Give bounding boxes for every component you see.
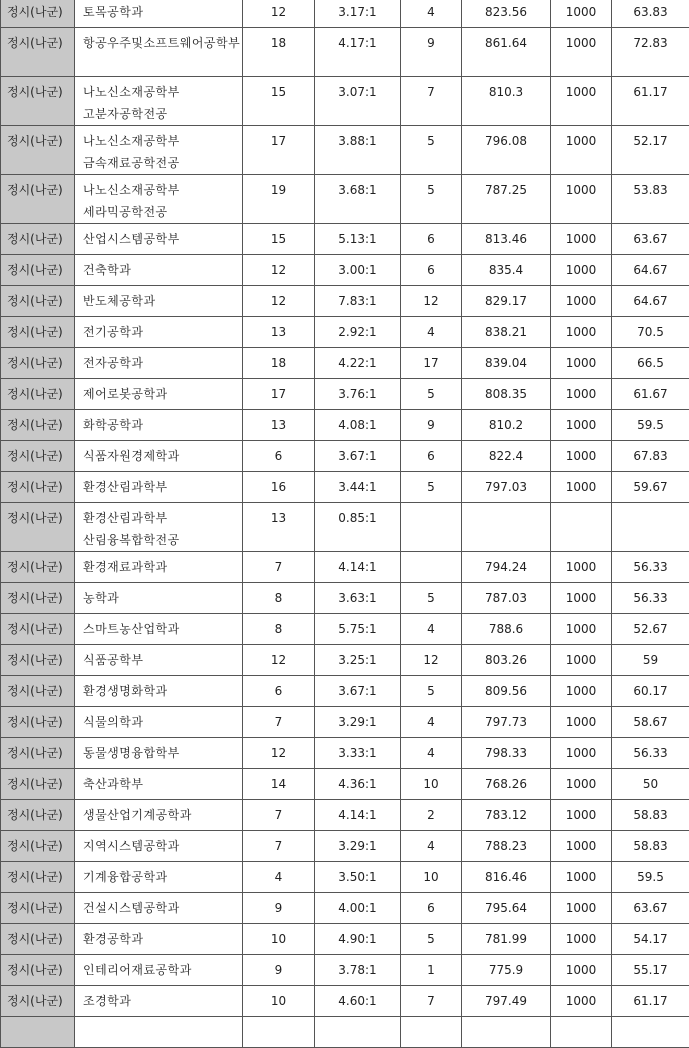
table-row	[1, 379, 689, 410]
table-row	[1, 1017, 689, 1048]
percentile-cell: 59.5	[612, 410, 689, 441]
competition-rate-cell	[315, 1017, 401, 1048]
quota-cell: 9	[243, 955, 315, 986]
category-cell: 정시(나군)	[1, 126, 75, 175]
waitlist-cell: 4	[401, 614, 462, 645]
department-cell: 조경학과	[75, 986, 243, 1017]
score-cell: 839.04	[462, 348, 551, 379]
table-row	[1, 893, 689, 924]
competition-rate-cell: 5.13:1	[315, 224, 401, 255]
waitlist-cell: 9	[401, 28, 462, 77]
admissions-table-body	[1, 0, 689, 1048]
waitlist-cell	[401, 1017, 462, 1048]
category-cell: 정시(나군)	[1, 348, 75, 379]
category-cell: 정시(나군)	[1, 28, 75, 77]
percentile-cell: 63.67	[612, 224, 689, 255]
waitlist-cell: 5	[401, 583, 462, 614]
score-cell: 788.6	[462, 614, 551, 645]
quota-cell: 13	[243, 503, 315, 552]
table-row	[1, 77, 689, 126]
quota-cell: 18	[243, 28, 315, 77]
full-score-cell: 1000	[551, 441, 612, 472]
competition-rate-cell: 3.63:1	[315, 583, 401, 614]
department-cell: 인테리어재료공학과	[75, 955, 243, 986]
table-row	[1, 800, 689, 831]
quota-cell: 10	[243, 986, 315, 1017]
quota-cell: 18	[243, 348, 315, 379]
waitlist-cell: 5	[401, 676, 462, 707]
competition-rate-cell: 4.22:1	[315, 348, 401, 379]
department-cell: 제어로봇공학과	[75, 379, 243, 410]
quota-cell: 9	[243, 893, 315, 924]
category-cell: 정시(나군)	[1, 862, 75, 893]
waitlist-cell: 5	[401, 126, 462, 175]
full-score-cell: 1000	[551, 255, 612, 286]
quota-cell: 16	[243, 472, 315, 503]
full-score-cell: 1000	[551, 379, 612, 410]
score-cell: 795.64	[462, 893, 551, 924]
table-row	[1, 441, 689, 472]
percentile-cell	[612, 503, 689, 552]
quota-cell: 17	[243, 379, 315, 410]
score-cell: 781.99	[462, 924, 551, 955]
category-cell: 정시(나군)	[1, 0, 75, 28]
table-row	[1, 986, 689, 1017]
category-cell: 정시(나군)	[1, 583, 75, 614]
score-cell: 808.35	[462, 379, 551, 410]
quota-cell: 15	[243, 77, 315, 126]
waitlist-cell: 6	[401, 441, 462, 472]
department-cell: 기계융합공학과	[75, 862, 243, 893]
quota-cell: 7	[243, 831, 315, 862]
competition-rate-cell: 3.50:1	[315, 862, 401, 893]
percentile-cell: 53.83	[612, 175, 689, 224]
competition-rate-cell: 3.44:1	[315, 472, 401, 503]
score-cell: 797.03	[462, 472, 551, 503]
score-cell: 810.3	[462, 77, 551, 126]
waitlist-cell: 9	[401, 410, 462, 441]
full-score-cell: 1000	[551, 552, 612, 583]
waitlist-cell: 4	[401, 0, 462, 28]
full-score-cell: 1000	[551, 472, 612, 503]
waitlist-cell: 6	[401, 224, 462, 255]
category-cell: 정시(나군)	[1, 317, 75, 348]
score-cell: 829.17	[462, 286, 551, 317]
score-cell: 796.08	[462, 126, 551, 175]
department-cell: 건설시스템공학과	[75, 893, 243, 924]
waitlist-cell: 5	[401, 379, 462, 410]
department-cell: 생물산업기계공학과	[75, 800, 243, 831]
department-cell: 반도체공학과	[75, 286, 243, 317]
competition-rate-cell: 3.17:1	[315, 0, 401, 28]
department-cell: 화학공학과	[75, 410, 243, 441]
competition-rate-cell: 0.85:1	[315, 503, 401, 552]
competition-rate-cell: 2.92:1	[315, 317, 401, 348]
waitlist-cell: 7	[401, 986, 462, 1017]
full-score-cell	[551, 503, 612, 552]
category-cell: 정시(나군)	[1, 800, 75, 831]
category-cell: 정시(나군)	[1, 175, 75, 224]
quota-cell: 12	[243, 738, 315, 769]
department-cell: 동물생명융합학부	[75, 738, 243, 769]
category-cell: 정시(나군)	[1, 503, 75, 552]
score-cell: 787.25	[462, 175, 551, 224]
full-score-cell: 1000	[551, 614, 612, 645]
department-cell: 식품공학부	[75, 645, 243, 676]
quota-cell: 15	[243, 224, 315, 255]
waitlist-cell: 10	[401, 769, 462, 800]
score-cell: 861.64	[462, 28, 551, 77]
competition-rate-cell: 4.36:1	[315, 769, 401, 800]
category-cell: 정시(나군)	[1, 924, 75, 955]
table-row	[1, 348, 689, 379]
waitlist-cell: 5	[401, 924, 462, 955]
competition-rate-cell: 7.83:1	[315, 286, 401, 317]
full-score-cell: 1000	[551, 645, 612, 676]
percentile-cell: 59	[612, 645, 689, 676]
percentile-cell: 67.83	[612, 441, 689, 472]
category-cell: 정시(나군)	[1, 831, 75, 862]
full-score-cell: 1000	[551, 707, 612, 738]
full-score-cell: 1000	[551, 738, 612, 769]
percentile-cell: 55.17	[612, 955, 689, 986]
department-cell: 산업시스템공학부	[75, 224, 243, 255]
waitlist-cell: 4	[401, 738, 462, 769]
table-row	[1, 175, 689, 224]
category-cell: 정시(나군)	[1, 893, 75, 924]
waitlist-cell: 5	[401, 472, 462, 503]
competition-rate-cell: 3.25:1	[315, 645, 401, 676]
score-cell: 816.46	[462, 862, 551, 893]
department-cell: 나노신소재공학부 금속재료공학전공	[75, 126, 243, 175]
quota-cell: 6	[243, 676, 315, 707]
table-row	[1, 676, 689, 707]
category-cell: 정시(나군)	[1, 707, 75, 738]
waitlist-cell	[401, 552, 462, 583]
category-cell: 정시(나군)	[1, 472, 75, 503]
competition-rate-cell: 4.17:1	[315, 28, 401, 77]
full-score-cell: 1000	[551, 986, 612, 1017]
department-cell: 전기공학과	[75, 317, 243, 348]
quota-cell: 12	[243, 0, 315, 28]
category-cell: 정시(나군)	[1, 955, 75, 986]
full-score-cell: 1000	[551, 348, 612, 379]
full-score-cell: 1000	[551, 583, 612, 614]
department-cell: 토목공학과	[75, 0, 243, 28]
full-score-cell	[551, 1017, 612, 1048]
waitlist-cell: 6	[401, 893, 462, 924]
waitlist-cell: 10	[401, 862, 462, 893]
waitlist-cell: 1	[401, 955, 462, 986]
category-cell	[1, 1017, 75, 1048]
category-cell: 정시(나군)	[1, 769, 75, 800]
quota-cell: 13	[243, 410, 315, 441]
score-cell: 810.2	[462, 410, 551, 441]
percentile-cell: 64.67	[612, 255, 689, 286]
competition-rate-cell: 3.68:1	[315, 175, 401, 224]
percentile-cell: 56.33	[612, 552, 689, 583]
full-score-cell: 1000	[551, 175, 612, 224]
waitlist-cell: 7	[401, 77, 462, 126]
department-cell: 축산과학부	[75, 769, 243, 800]
department-cell: 환경재료과학과	[75, 552, 243, 583]
percentile-cell: 56.33	[612, 738, 689, 769]
competition-rate-cell: 4.08:1	[315, 410, 401, 441]
percentile-cell: 59.67	[612, 472, 689, 503]
table-row	[1, 0, 689, 28]
competition-rate-cell: 3.67:1	[315, 676, 401, 707]
department-cell: 환경산림과학부	[75, 472, 243, 503]
full-score-cell: 1000	[551, 955, 612, 986]
department-cell: 지역시스템공학과	[75, 831, 243, 862]
competition-rate-cell: 3.88:1	[315, 126, 401, 175]
category-cell: 정시(나군)	[1, 224, 75, 255]
department-cell: 식품자원경제학과	[75, 441, 243, 472]
waitlist-cell: 4	[401, 317, 462, 348]
score-cell: 809.56	[462, 676, 551, 707]
waitlist-cell: 4	[401, 707, 462, 738]
percentile-cell: 61.17	[612, 986, 689, 1017]
score-cell: 794.24	[462, 552, 551, 583]
percentile-cell: 56.33	[612, 583, 689, 614]
department-cell: 스마트농산업학과	[75, 614, 243, 645]
full-score-cell: 1000	[551, 224, 612, 255]
competition-rate-cell: 3.33:1	[315, 738, 401, 769]
full-score-cell: 1000	[551, 286, 612, 317]
full-score-cell: 1000	[551, 0, 612, 28]
table-row	[1, 862, 689, 893]
percentile-cell: 59.5	[612, 862, 689, 893]
percentile-cell	[612, 1017, 689, 1048]
table-row	[1, 645, 689, 676]
score-cell	[462, 503, 551, 552]
department-cell: 전자공학과	[75, 348, 243, 379]
category-cell: 정시(나군)	[1, 255, 75, 286]
quota-cell: 7	[243, 707, 315, 738]
category-cell: 정시(나군)	[1, 77, 75, 126]
percentile-cell: 64.67	[612, 286, 689, 317]
full-score-cell: 1000	[551, 769, 612, 800]
percentile-cell: 50	[612, 769, 689, 800]
quota-cell: 13	[243, 317, 315, 348]
table-row	[1, 769, 689, 800]
percentile-cell: 61.67	[612, 379, 689, 410]
category-cell: 정시(나군)	[1, 614, 75, 645]
competition-rate-cell: 3.29:1	[315, 831, 401, 862]
table-row	[1, 126, 689, 175]
percentile-cell: 58.83	[612, 831, 689, 862]
competition-rate-cell: 4.90:1	[315, 924, 401, 955]
category-cell: 정시(나군)	[1, 379, 75, 410]
department-cell: 항공우주및소프트웨어공학부	[75, 28, 243, 77]
score-cell	[462, 1017, 551, 1048]
category-cell: 정시(나군)	[1, 552, 75, 583]
table-row	[1, 955, 689, 986]
table-row	[1, 738, 689, 769]
department-cell: 환경생명화학과	[75, 676, 243, 707]
percentile-cell: 66.5	[612, 348, 689, 379]
category-cell: 정시(나군)	[1, 645, 75, 676]
category-cell: 정시(나군)	[1, 410, 75, 441]
percentile-cell: 54.17	[612, 924, 689, 955]
table-row	[1, 410, 689, 441]
quota-cell: 19	[243, 175, 315, 224]
department-cell: 환경공학과	[75, 924, 243, 955]
score-cell: 797.49	[462, 986, 551, 1017]
waitlist-cell: 5	[401, 175, 462, 224]
percentile-cell: 60.17	[612, 676, 689, 707]
full-score-cell: 1000	[551, 800, 612, 831]
category-cell: 정시(나군)	[1, 986, 75, 1017]
table-row	[1, 224, 689, 255]
quota-cell: 12	[243, 255, 315, 286]
quota-cell: 10	[243, 924, 315, 955]
waitlist-cell: 12	[401, 286, 462, 317]
full-score-cell: 1000	[551, 77, 612, 126]
table-row	[1, 552, 689, 583]
percentile-cell: 63.83	[612, 0, 689, 28]
score-cell: 813.46	[462, 224, 551, 255]
table-row	[1, 255, 689, 286]
score-cell: 835.4	[462, 255, 551, 286]
full-score-cell: 1000	[551, 317, 612, 348]
table-row	[1, 503, 689, 552]
quota-cell: 17	[243, 126, 315, 175]
score-cell: 838.21	[462, 317, 551, 348]
competition-rate-cell: 3.29:1	[315, 707, 401, 738]
waitlist-cell: 17	[401, 348, 462, 379]
waitlist-cell: 12	[401, 645, 462, 676]
table-row	[1, 286, 689, 317]
percentile-cell: 58.67	[612, 707, 689, 738]
quota-cell: 7	[243, 552, 315, 583]
department-cell: 환경산림과학부 산림융복합학전공	[75, 503, 243, 552]
full-score-cell: 1000	[551, 831, 612, 862]
full-score-cell: 1000	[551, 924, 612, 955]
table-row	[1, 924, 689, 955]
department-cell: 나노신소재공학부 고분자공학전공	[75, 77, 243, 126]
quota-cell: 12	[243, 286, 315, 317]
waitlist-cell	[401, 503, 462, 552]
score-cell: 768.26	[462, 769, 551, 800]
table-row	[1, 583, 689, 614]
competition-rate-cell: 3.78:1	[315, 955, 401, 986]
score-cell: 788.23	[462, 831, 551, 862]
competition-rate-cell: 3.67:1	[315, 441, 401, 472]
table-row	[1, 317, 689, 348]
quota-cell: 8	[243, 614, 315, 645]
department-cell: 나노신소재공학부 세라믹공학전공	[75, 175, 243, 224]
percentile-cell: 52.17	[612, 126, 689, 175]
category-cell: 정시(나군)	[1, 286, 75, 317]
full-score-cell: 1000	[551, 126, 612, 175]
table-row	[1, 831, 689, 862]
quota-cell: 7	[243, 800, 315, 831]
full-score-cell: 1000	[551, 28, 612, 77]
department-cell	[75, 1017, 243, 1048]
score-cell: 798.33	[462, 738, 551, 769]
score-cell: 783.12	[462, 800, 551, 831]
competition-rate-cell: 4.14:1	[315, 552, 401, 583]
quota-cell: 6	[243, 441, 315, 472]
department-cell: 농학과	[75, 583, 243, 614]
score-cell: 787.03	[462, 583, 551, 614]
percentile-cell: 61.17	[612, 77, 689, 126]
category-cell: 정시(나군)	[1, 676, 75, 707]
table-row	[1, 614, 689, 645]
category-cell: 정시(나군)	[1, 738, 75, 769]
competition-rate-cell: 5.75:1	[315, 614, 401, 645]
quota-cell	[243, 1017, 315, 1048]
table-row	[1, 28, 689, 77]
department-cell: 식물의학과	[75, 707, 243, 738]
competition-rate-cell: 4.14:1	[315, 800, 401, 831]
score-cell: 822.4	[462, 441, 551, 472]
quota-cell: 14	[243, 769, 315, 800]
percentile-cell: 52.67	[612, 614, 689, 645]
table-row	[1, 472, 689, 503]
quota-cell: 8	[243, 583, 315, 614]
percentile-cell: 58.83	[612, 800, 689, 831]
percentile-cell: 70.5	[612, 317, 689, 348]
full-score-cell: 1000	[551, 862, 612, 893]
competition-rate-cell: 4.00:1	[315, 893, 401, 924]
waitlist-cell: 6	[401, 255, 462, 286]
full-score-cell: 1000	[551, 410, 612, 441]
full-score-cell: 1000	[551, 893, 612, 924]
waitlist-cell: 2	[401, 800, 462, 831]
score-cell: 823.56	[462, 0, 551, 28]
quota-cell: 4	[243, 862, 315, 893]
score-cell: 803.26	[462, 645, 551, 676]
percentile-cell: 63.67	[612, 893, 689, 924]
competition-rate-cell: 3.76:1	[315, 379, 401, 410]
score-cell: 797.73	[462, 707, 551, 738]
category-cell: 정시(나군)	[1, 441, 75, 472]
competition-rate-cell: 4.60:1	[315, 986, 401, 1017]
waitlist-cell: 4	[401, 831, 462, 862]
competition-rate-cell: 3.00:1	[315, 255, 401, 286]
full-score-cell: 1000	[551, 676, 612, 707]
table-row	[1, 707, 689, 738]
competition-rate-cell: 3.07:1	[315, 77, 401, 126]
quota-cell: 12	[243, 645, 315, 676]
percentile-cell: 72.83	[612, 28, 689, 77]
department-cell: 건축학과	[75, 255, 243, 286]
score-cell: 775.9	[462, 955, 551, 986]
